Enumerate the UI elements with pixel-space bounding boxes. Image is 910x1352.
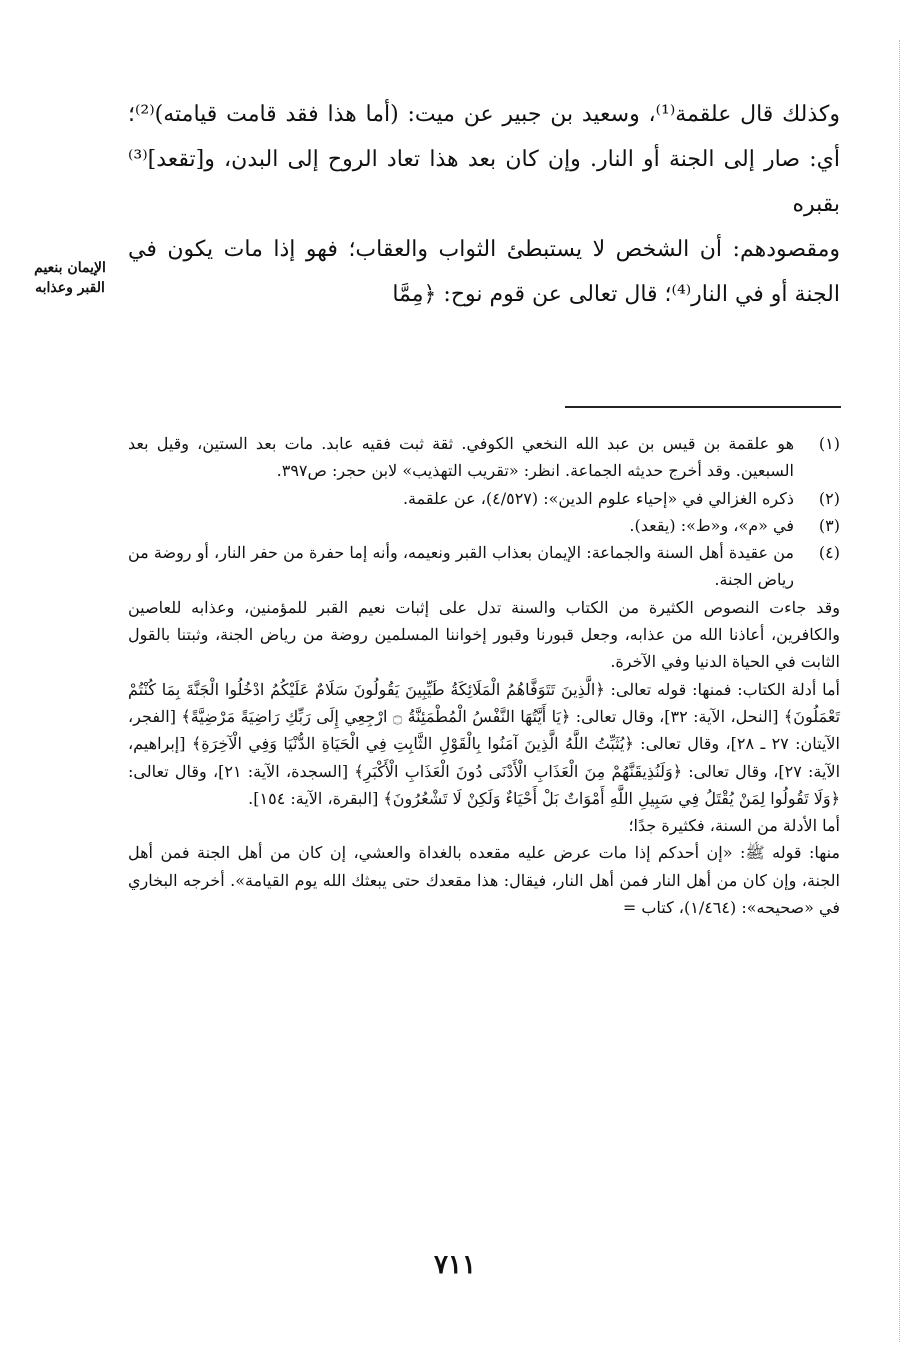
- footnote-number: (١): [818, 434, 840, 453]
- footnote-paragraph: منها: قوله ﷺ: «إن أحدكم إذا مات عرض عليه مقعده بالغداة والعشي، إن كان من أهل الجنة فمن أهل الجنة، وإن كان من أهل النار فمن أهل النار، فيقال: هذا مقعدك حتى يبعثك الله يوم القيامة». أخرجه البخاري في «صحيحه»: (١/٤٦٤)، كتاب =: [128, 843, 840, 918]
- main-paragraph: ومقصودهم: أن الشخص لا يستبطئ الثواب والعقاب؛ فهو إذا مات يكون في الجنة أو في النار⁽⁴⁾؛ قال تعالى عن قوم نوح: ﴿مِمَّا: [128, 237, 840, 307]
- page-number: ٧١١: [434, 1250, 476, 1280]
- footnote-separator: [565, 406, 841, 408]
- margin-heading-line: القبر وعذابه: [35, 280, 105, 296]
- page-edge-divider: [899, 40, 900, 1342]
- footnote: [128, 539, 840, 594]
- footnote-paragraph: وقد جاءت النصوص الكثيرة من الكتاب والسنة تدل على إثبات نعيم القبر للمؤمنين، وعذابه للعاصين والكافرين، أعاذنا الله من عذابه، وجعل قبورنا وقبور إخواننا المسلمين روضة من رياض الجنة، وثبتنا بالقول الثابت في الحياة الدنيا وفي الآخرة.: [128, 597, 840, 672]
- footnote-number: (٢): [818, 488, 840, 508]
- footnote-continuation: [128, 594, 840, 922]
- footnote-number: (٣): [818, 515, 840, 535]
- footnote-paragraph: أما الأدلة من السنة، فكثيرة جدًا؛: [628, 816, 840, 836]
- footnote: [128, 512, 840, 539]
- main-text: [128, 92, 840, 317]
- footnote-paragraph: أما أدلة الكتاب: فمنها: قوله تعالى: ﴿الَّذِينَ تَتَوَفَّاهُمُ الْمَلَائِكَةُ طَيِّبِينَ يَقُولُونَ سَلَامٌ عَلَيْكُمُ ادْخُلُوا الْجَنَّةَ بِمَا كُنْتُمْ تَعْمَلُونَ﴾ [النحل، الآية: ٣٢]، وقال تعالى: ﴿يَا أَيَّتُهَا النَّفْسُ الْمُطْمَئِنَّةُ ۝ ارْجِعِي إِلَى رَبِّكِ رَاضِيَةً مَرْضِيَّةً﴾ [الفجر، الآيتان: ٢٧ ـ ٢٨]، وقال تعالى: ﴿يُثَبِّتُ اللَّهُ الَّذِينَ آمَنُوا بِالْقَوْلِ الثَّابِتِ فِي الْحَيَاةِ الدُّنْيَا وَفِي الْآخِرَةِ﴾ [إبراهيم، الآية: ٢٧]، وقال تعالى: ﴿وَلَنُذِيقَنَّهُمْ مِنَ الْعَذَابِ الْأَدْنَى دُونَ الْعَذَابِ الْأَكْبَرِ﴾ [السجدة، الآية: ٢١]، وقال تعالى: ﴿وَلَا تَقُولُوا لِمَنْ يُقْتَلُ فِي سَبِيلِ اللَّهِ أَمْوَاتٌ بَلْ أَحْيَاءٌ وَلَكِنْ لَا تَشْعُرُونَ﴾ [البقرة، الآية: ١٥٤].: [128, 679, 841, 808]
- footnote: [128, 430, 840, 485]
- footnote-text: ذكره الغزالي في «إحياء علوم الدين»: (٤/٥٢٧)، عن علقمة.: [402, 488, 794, 508]
- footnotes: [128, 430, 840, 921]
- footnote-number: (٤): [818, 543, 840, 563]
- footnote-text: هو علقمة بن قيس بن عبد الله النخعي الكوفي. ثقة ثبت فقيه عابد. مات بعد الستين، وقيل بعد السبعين. وقد أخرج حديثه الجماعة. انظر: «تقريب التهذيب» لابن حجر: ص٣٩٧.: [128, 434, 795, 481]
- main-paragraph: وكذلك قال علقمة⁽¹⁾، وسعيد بن جبير عن ميت: (أما هذا فقد قامت قيامته)⁽²⁾؛ أي: صار إلى الجنة أو النار. وإن كان بعد هذا تعاد الروح إلى البدن، و[تقعد]⁽³⁾ بقبره: [128, 102, 840, 217]
- footnote: [128, 485, 840, 512]
- footnote-text: من عقيدة أهل السنة والجماعة: الإيمان بعذاب القبر ونعيمه، وأنه إما حفرة من حفر النار، أو روضة من رياض الجنة.: [128, 543, 794, 590]
- margin-heading: [22, 258, 118, 298]
- margin-heading-line: الإيمان بنعيم: [34, 260, 106, 276]
- footnote-text: في «م»، و«ط»: (يقعد).: [629, 515, 794, 535]
